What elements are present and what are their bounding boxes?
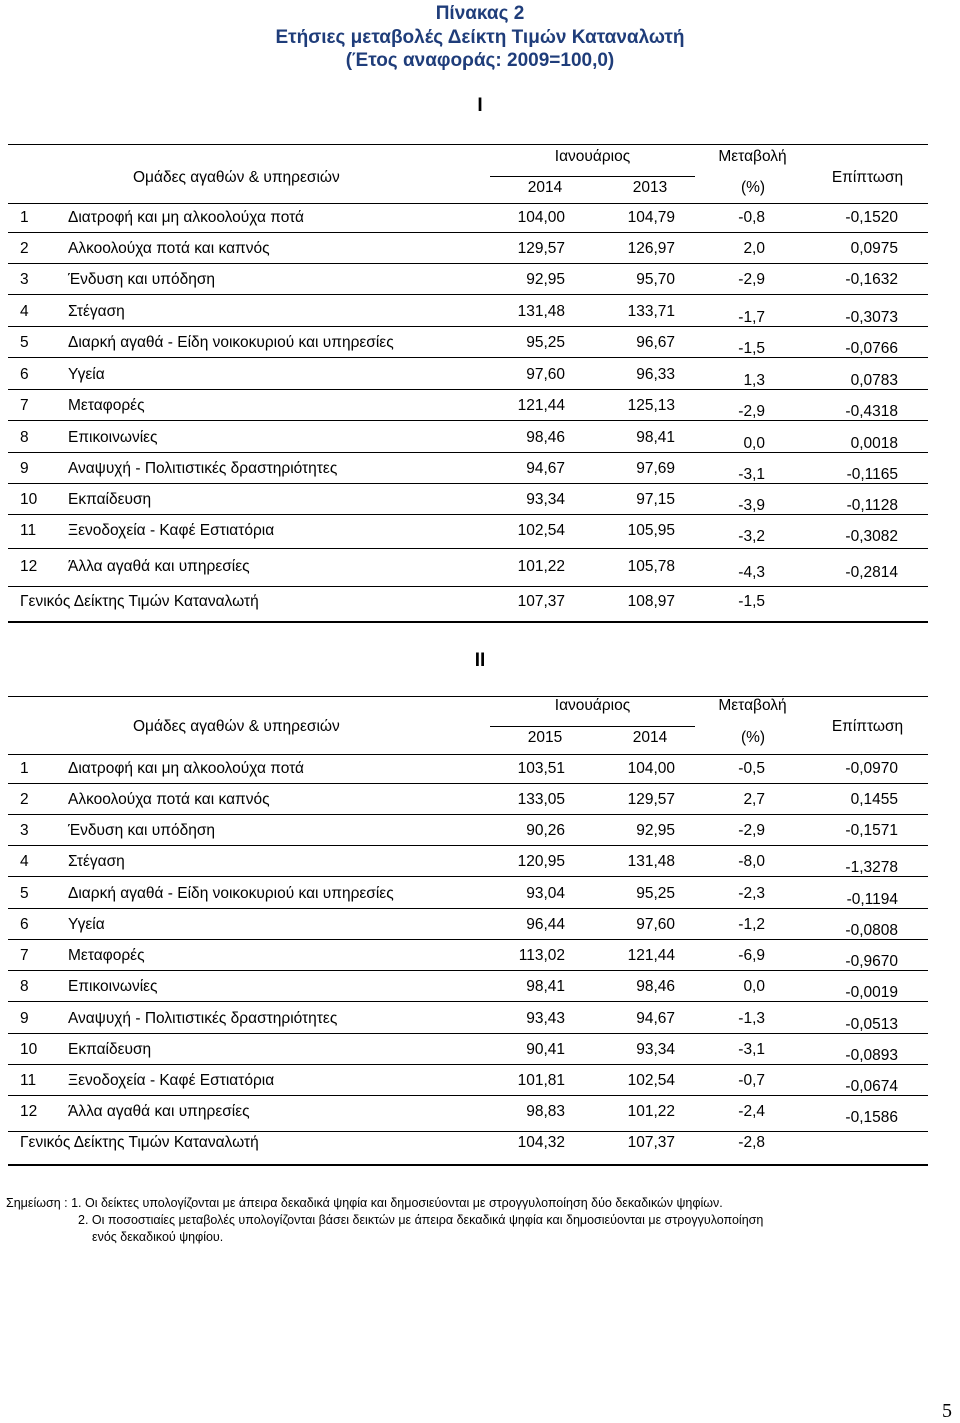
row-separator xyxy=(8,783,928,784)
row-impact: 0,0975 xyxy=(850,240,898,257)
row-change-pct: -1,7 xyxy=(738,309,765,326)
row-value-year-b: 98,46 xyxy=(636,978,675,995)
row-value-year-a: 103,51 xyxy=(517,760,565,777)
row-value-year-b: 95,25 xyxy=(636,885,675,902)
row-value-year-a: 93,04 xyxy=(526,885,565,902)
row-value-year-b: 101,22 xyxy=(627,1103,675,1120)
row-impact: -0,0019 xyxy=(845,984,898,1001)
row-separator xyxy=(8,514,928,515)
row-value-year-a: 98,41 xyxy=(526,978,565,995)
year-b-header: 2013 xyxy=(632,179,668,196)
row-group-name: Ξενοδοχεία - Καφέ Εστιατόρια xyxy=(68,1072,275,1089)
row-group-name: Στέγαση xyxy=(68,303,125,320)
row-separator xyxy=(8,876,928,877)
row-number: 4 xyxy=(20,303,29,320)
row-change-pct: 0,0 xyxy=(743,435,765,452)
row-change-pct: -4,3 xyxy=(738,564,765,581)
total-top-border xyxy=(8,1131,928,1132)
row-group-name: Επικοινωνίες xyxy=(68,978,158,995)
total-row-name: Γενικός Δείκτης Τιμών Καταναλωτή xyxy=(20,593,259,610)
row-value-year-a: 102,54 xyxy=(517,522,565,539)
row-number: 9 xyxy=(20,460,29,477)
row-value-year-b: 97,15 xyxy=(636,491,675,508)
row-separator xyxy=(8,483,928,484)
row-number: 6 xyxy=(20,916,29,933)
row-value-year-a: 101,81 xyxy=(517,1072,565,1089)
row-impact: -0,1194 xyxy=(846,891,898,908)
row-value-year-a: 101,22 xyxy=(517,558,565,575)
table-bottom-border xyxy=(8,621,928,623)
row-separator xyxy=(8,232,928,233)
row-number: 11 xyxy=(20,1072,37,1089)
table-bottom-border xyxy=(8,1164,928,1166)
row-change-pct: 0,0 xyxy=(743,978,765,995)
row-impact: -0,1571 xyxy=(845,822,898,839)
total-value-year-b: 108,97 xyxy=(627,593,675,610)
row-value-year-b: 125,13 xyxy=(627,397,675,414)
row-change-pct: -1,5 xyxy=(738,340,765,357)
row-number: 10 xyxy=(20,1041,38,1058)
row-value-year-b: 97,69 xyxy=(636,460,675,477)
row-value-year-a: 98,46 xyxy=(526,429,565,446)
change-header: Μεταβολή xyxy=(718,697,787,714)
row-group-name: Αλκοολούχα ποτά και καπνός xyxy=(68,240,270,257)
header-underline-january xyxy=(490,726,695,727)
total-value-year-a: 107,37 xyxy=(517,593,565,610)
row-change-pct: -0,7 xyxy=(738,1072,765,1089)
row-group-name: Μεταφορές xyxy=(68,397,145,414)
note-2: 2. Οι ποσοστιαίες μεταβολές υπολογίζονται βάσει δεικτών με άπειρα δεκαδικά ψηφία και δημοσιεύονται με στρογγυλοποίηση xyxy=(78,1213,764,1227)
row-value-year-a: 98,83 xyxy=(526,1103,565,1120)
impact-header: Επίπτωση xyxy=(831,718,904,735)
row-number: 2 xyxy=(20,791,29,808)
row-value-year-a: 133,05 xyxy=(517,791,565,808)
row-separator xyxy=(8,1095,928,1096)
row-group-name: Άλλα αγαθά και υπηρεσίες xyxy=(68,1103,250,1120)
row-change-pct: -8,0 xyxy=(738,853,765,870)
row-change-pct: 2,7 xyxy=(743,791,765,808)
row-impact: -0,1586 xyxy=(845,1109,898,1126)
january-header: Ιανουάριος xyxy=(554,148,631,165)
row-number: 9 xyxy=(20,1010,29,1027)
row-number: 10 xyxy=(20,491,38,508)
table-subtitle: (Έτος αναφοράς: 2009=100,0) xyxy=(345,50,615,71)
row-value-year-b: 129,57 xyxy=(627,791,675,808)
row-value-year-b: 93,34 xyxy=(636,1041,675,1058)
row-separator xyxy=(8,1064,928,1065)
row-value-year-a: 95,25 xyxy=(526,334,565,351)
row-change-pct: -2,9 xyxy=(738,271,765,288)
pct-header: (%) xyxy=(740,729,766,746)
row-number: 7 xyxy=(20,947,29,964)
row-number: 7 xyxy=(20,397,29,414)
row-impact: -0,0674 xyxy=(845,1078,898,1095)
row-separator xyxy=(8,452,928,453)
total-change-pct: -1,5 xyxy=(738,593,765,610)
note-2-cont: ενός δεκαδικού ψηφίου. xyxy=(92,1230,224,1244)
row-group-name: Επικοινωνίες xyxy=(68,429,158,446)
row-separator xyxy=(8,420,928,421)
row-change-pct: -3,9 xyxy=(738,497,765,514)
row-impact: -0,1128 xyxy=(846,497,898,514)
section-label: II xyxy=(474,650,486,671)
row-group-name: Εκπαίδευση xyxy=(68,1041,152,1058)
row-number: 5 xyxy=(20,885,29,902)
header-bottom-border xyxy=(8,754,928,755)
note-1: Σημείωση : 1. Οι δείκτες υπολογίζονται με άπειρα δεκαδικά ψηφία και δημοσιεύονται με στρογγυλοποίηση δύο δεκαδικών ψηφίων. xyxy=(6,1196,723,1210)
row-impact: -0,0970 xyxy=(845,760,898,777)
total-value-year-a: 104,32 xyxy=(517,1134,565,1151)
row-separator xyxy=(8,908,928,909)
row-group-name: Υγεία xyxy=(68,916,105,933)
row-group-name: Στέγαση xyxy=(68,853,125,870)
row-number: 1 xyxy=(20,209,29,226)
row-group-name: Διαρκή αγαθά - Είδη νοικοκυριού και υπηρεσίες xyxy=(68,334,394,351)
row-impact: -0,3073 xyxy=(845,309,898,326)
row-number: 3 xyxy=(20,271,29,288)
row-value-year-b: 121,44 xyxy=(627,947,675,964)
row-value-year-a: 121,44 xyxy=(517,397,565,414)
pct-header: (%) xyxy=(740,179,766,196)
row-value-year-a: 96,44 xyxy=(526,916,565,933)
row-change-pct: -3,2 xyxy=(738,528,765,545)
row-impact: -0,3082 xyxy=(845,528,898,545)
header-underline-january xyxy=(490,176,695,177)
groups-header: Ομάδες αγαθών & υπηρεσιών xyxy=(133,718,340,735)
row-value-year-b: 104,79 xyxy=(627,209,675,226)
row-number: 5 xyxy=(20,334,29,351)
row-number: 6 xyxy=(20,366,29,383)
row-impact: 0,1455 xyxy=(850,791,898,808)
row-change-pct: -2,4 xyxy=(738,1103,765,1120)
total-change-pct: -2,8 xyxy=(738,1134,765,1151)
year-a-header: 2015 xyxy=(527,729,563,746)
row-group-name: Αναψυχή - Πολιτιστικές δραστηριότητες xyxy=(68,460,338,477)
row-value-year-b: 105,95 xyxy=(627,522,675,539)
row-group-name: Ένδυση και υπόδηση xyxy=(68,822,216,839)
row-impact: -0,4318 xyxy=(845,403,898,420)
table-number-title: Πίνακας 2 xyxy=(435,3,525,24)
row-group-name: Διατροφή και μη αλκοολούχα ποτά xyxy=(68,209,304,226)
row-separator xyxy=(8,845,928,846)
row-change-pct: -3,1 xyxy=(738,1041,765,1058)
table-top-border xyxy=(8,144,928,145)
row-separator xyxy=(8,294,928,295)
row-separator xyxy=(8,326,928,327)
row-number: 12 xyxy=(20,558,38,575)
row-separator xyxy=(8,389,928,390)
row-impact: 0,0018 xyxy=(850,435,898,452)
row-number: 4 xyxy=(20,853,29,870)
row-separator xyxy=(8,263,928,264)
row-change-pct: -1,2 xyxy=(738,916,765,933)
row-group-name: Διαρκή αγαθά - Είδη νοικοκυριού και υπηρεσίες xyxy=(68,885,394,902)
row-change-pct: -2,3 xyxy=(738,885,765,902)
total-row-name: Γενικός Δείκτης Τιμών Καταναλωτή xyxy=(20,1134,259,1151)
row-value-year-a: 129,57 xyxy=(517,240,565,257)
row-group-name: Διατροφή και μη αλκοολούχα ποτά xyxy=(68,760,304,777)
row-group-name: Ένδυση και υπόδηση xyxy=(68,271,216,288)
row-group-name: Άλλα αγαθά και υπηρεσίες xyxy=(68,558,250,575)
header-bottom-border xyxy=(8,203,928,204)
row-impact: -1,3278 xyxy=(845,859,898,876)
row-impact: -0,1520 xyxy=(845,209,898,226)
january-header: Ιανουάριος xyxy=(554,697,631,714)
row-separator xyxy=(8,970,928,971)
section-label: I xyxy=(477,95,483,116)
row-value-year-a: 93,34 xyxy=(526,491,565,508)
row-group-name: Αλκοολούχα ποτά και καπνός xyxy=(68,791,270,808)
row-group-name: Μεταφορές xyxy=(68,947,145,964)
year-a-header: 2014 xyxy=(527,179,563,196)
row-impact: -0,9670 xyxy=(845,953,898,970)
row-number: 11 xyxy=(20,522,37,539)
row-impact: 0,0783 xyxy=(850,372,898,389)
row-change-pct: -0,8 xyxy=(738,209,765,226)
total-top-border xyxy=(8,586,928,587)
row-impact: -0,0893 xyxy=(845,1047,898,1064)
row-separator xyxy=(8,939,928,940)
row-value-year-b: 96,67 xyxy=(636,334,675,351)
row-number: 3 xyxy=(20,822,29,839)
row-number: 1 xyxy=(20,760,29,777)
row-value-year-b: 98,41 xyxy=(636,429,675,446)
row-separator xyxy=(8,1001,928,1002)
row-value-year-b: 126,97 xyxy=(627,240,675,257)
year-b-header: 2014 xyxy=(632,729,668,746)
row-number: 8 xyxy=(20,429,29,446)
row-number: 12 xyxy=(20,1103,38,1120)
row-value-year-a: 90,26 xyxy=(526,822,565,839)
row-change-pct: -2,9 xyxy=(738,822,765,839)
row-change-pct: 1,3 xyxy=(743,372,765,389)
page-number: 5 xyxy=(942,1400,952,1422)
row-value-year-b: 92,95 xyxy=(636,822,675,839)
row-change-pct: -6,9 xyxy=(738,947,765,964)
row-separator xyxy=(8,357,928,358)
row-value-year-a: 131,48 xyxy=(517,303,565,320)
row-change-pct: -3,1 xyxy=(738,466,765,483)
row-impact: -0,0766 xyxy=(845,340,898,357)
total-value-year-b: 107,37 xyxy=(627,1134,675,1151)
row-change-pct: -0,5 xyxy=(738,760,765,777)
row-value-year-b: 102,54 xyxy=(627,1072,675,1089)
row-separator xyxy=(8,548,928,549)
row-impact: -0,2814 xyxy=(845,564,898,581)
row-group-name: Ξενοδοχεία - Καφέ Εστιατόρια xyxy=(68,522,275,539)
row-value-year-a: 90,41 xyxy=(526,1041,565,1058)
row-value-year-b: 133,71 xyxy=(627,303,675,320)
row-value-year-a: 92,95 xyxy=(526,271,565,288)
row-change-pct: 2,0 xyxy=(743,240,765,257)
row-impact: -0,0808 xyxy=(845,922,898,939)
row-change-pct: -1,3 xyxy=(738,1010,765,1027)
row-value-year-b: 105,78 xyxy=(627,558,675,575)
row-value-year-a: 120,95 xyxy=(517,853,565,870)
row-separator xyxy=(8,1033,928,1034)
change-header: Μεταβολή xyxy=(718,148,787,165)
row-value-year-a: 94,67 xyxy=(526,460,565,477)
row-value-year-b: 95,70 xyxy=(636,271,675,288)
row-group-name: Εκπαίδευση xyxy=(68,491,152,508)
row-number: 8 xyxy=(20,978,29,995)
table-main-title: Ετήσιες μεταβολές Δείκτη Τιμών Καταναλωτή xyxy=(275,27,685,48)
row-change-pct: -2,9 xyxy=(738,403,765,420)
row-value-year-a: 113,02 xyxy=(518,947,565,964)
row-separator xyxy=(8,814,928,815)
row-impact: -0,0513 xyxy=(845,1016,898,1033)
impact-header: Επίπτωση xyxy=(831,169,904,186)
row-value-year-a: 97,60 xyxy=(526,366,565,383)
row-value-year-a: 93,43 xyxy=(526,1010,565,1027)
row-value-year-b: 131,48 xyxy=(627,853,675,870)
row-value-year-b: 94,67 xyxy=(636,1010,675,1027)
groups-header: Ομάδες αγαθών & υπηρεσιών xyxy=(133,169,340,186)
row-group-name: Αναψυχή - Πολιτιστικές δραστηριότητες xyxy=(68,1010,338,1027)
row-value-year-b: 97,60 xyxy=(636,916,675,933)
row-value-year-b: 96,33 xyxy=(636,366,675,383)
row-value-year-a: 104,00 xyxy=(517,209,565,226)
row-number: 2 xyxy=(20,240,29,257)
row-impact: -0,1632 xyxy=(845,271,898,288)
row-group-name: Υγεία xyxy=(68,366,105,383)
row-impact: -0,1165 xyxy=(846,466,898,483)
row-value-year-b: 104,00 xyxy=(627,760,675,777)
